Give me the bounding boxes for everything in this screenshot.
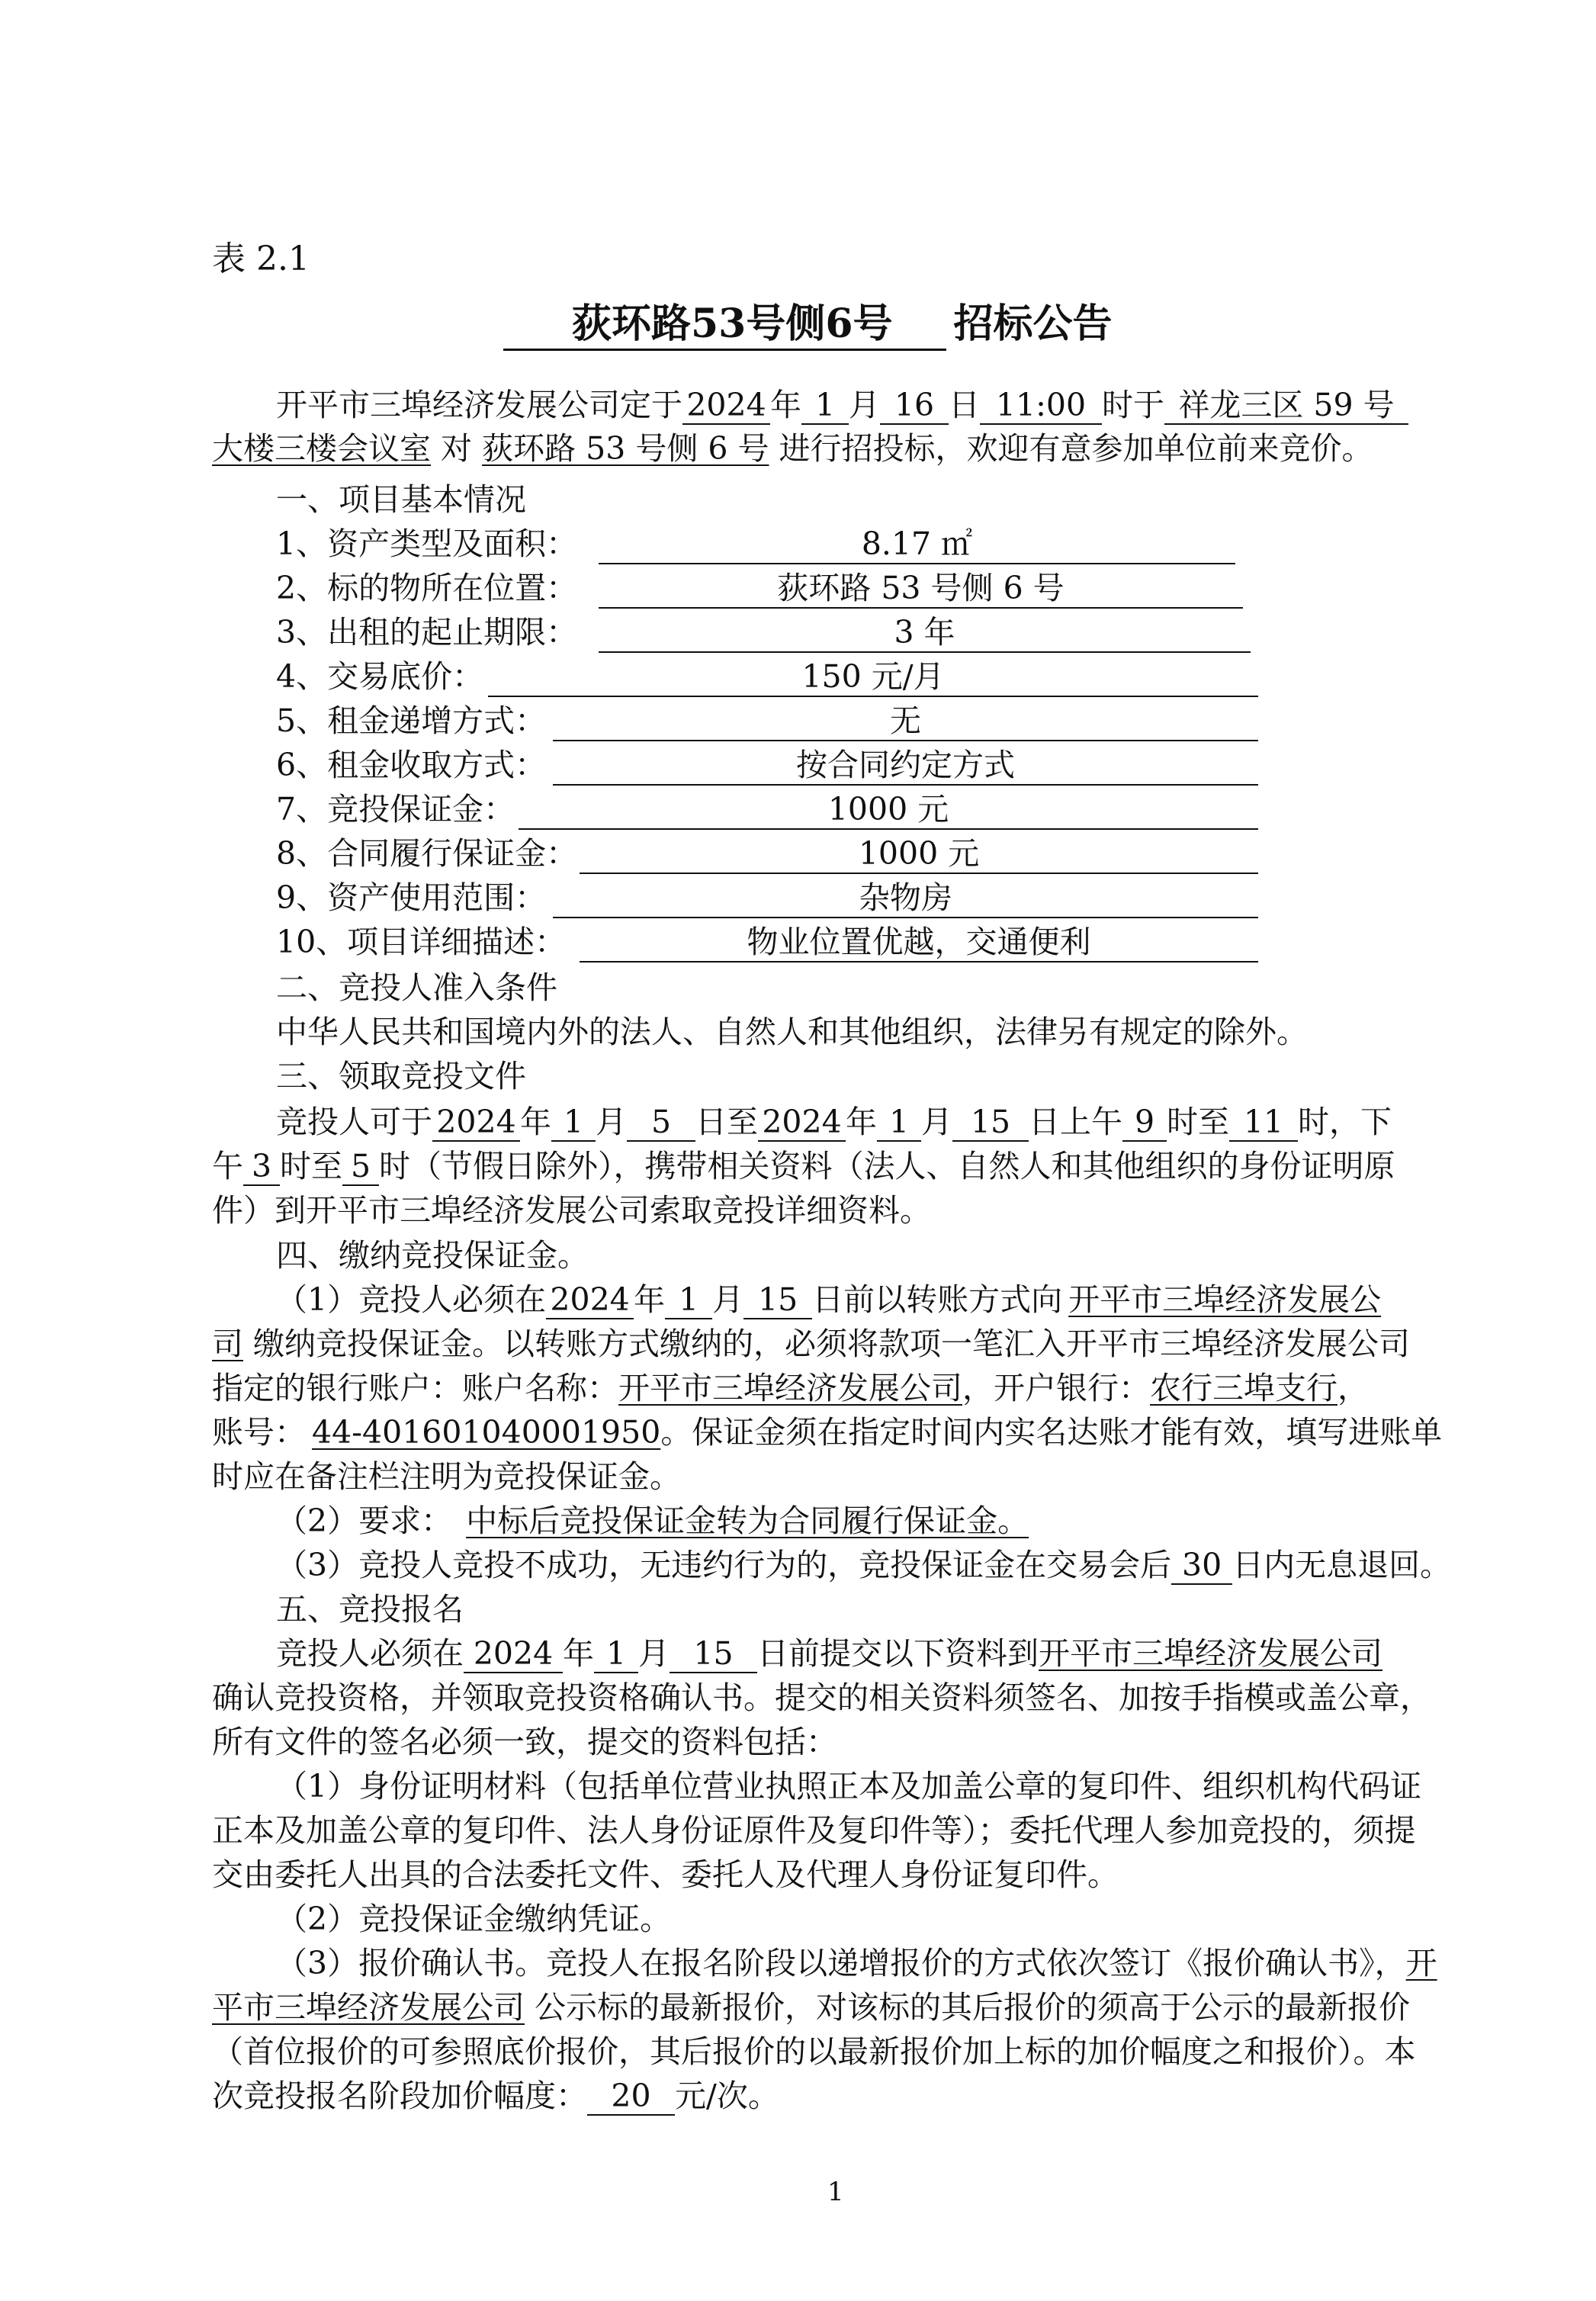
item-7-value: 1000 元 <box>519 790 1258 830</box>
item-7-label: 7、竞投保证金： <box>276 791 515 828</box>
item-1-label: 1、资产类型及面积： <box>276 525 578 562</box>
section4-requirement: （2）要求： 中标后竞投保证金转为合同履行保证金。 <box>276 1502 1029 1539</box>
section1-heading: 一、项目基本情况 <box>276 481 526 518</box>
item-8-value: 1000 元 <box>580 834 1258 874</box>
intro-line-1: 开平市三埠经济发展公司定于 2024 年 1 月 16 日 11:00 时于 祥龙三区 59 号 <box>276 384 1527 426</box>
section2-heading: 二、竞投人准入条件 <box>276 969 557 1006</box>
section3-heading: 三、领取竞投文件 <box>276 1058 526 1094</box>
item-2-label: 2、标的物所在位置： <box>276 570 578 606</box>
section4-line-1: （1）竞投人必须在 2024 年 1 月 15 日前以转账方式向 开平市三埠经济发展公 <box>276 1281 1382 1318</box>
section5-line-2: 确认竞投资格，并领取竞投资格确认书。提交的相关资料须签名、加按手指模或盖公章， <box>212 1679 1431 1716</box>
section4-heading: 四、缴纳竞投保证金。 <box>276 1237 589 1274</box>
material-3-line-2: 平市三埠经济发展公司 公示标的最新报价，对该标的其后报价的须高于公示的最新报价 <box>212 1989 1411 2026</box>
section5-line-1: 竞投人必须在 2024 年 1 月 15 日前提交以下资料到开平市三埠经济发展公司 <box>276 1635 1382 1672</box>
section2-text: 中华人民共和国境内外的法人、自然人和其他组织，法律另有规定的除外。 <box>276 1014 1308 1050</box>
material-3-line-1: （3）报价确认书。竞投人在报名阶段以递增报价的方式依次签订《报价确认书》，开 <box>276 1945 1437 1981</box>
document-title <box>503 291 1113 351</box>
table-label: 表 2.1 <box>212 239 310 278</box>
item-9-value: 杂物房 <box>553 879 1258 918</box>
section3-line-2: 午 3 时至 5 时（节假日除外），携带相关资料（法人、自然人和其他组织的身份证明原 <box>212 1148 1395 1184</box>
section3-line-1: 竞投人可于 2024 年 1 月 5 日至 2024 年 1 月 15 日上午 9 时至 11 时，下 <box>276 1104 1392 1140</box>
item-9-label: 9、资产使用范围： <box>276 879 547 916</box>
item-3-value: 3 年 <box>599 613 1251 653</box>
material-1-line-1: （1）身份证明材料（包括单位营业执照正本及加盖公章的复印件、组织机构代码证 <box>276 1768 1422 1804</box>
item-3-label: 3、出租的起止期限： <box>276 614 578 651</box>
item-8-label: 8、合同履行保证金： <box>276 835 578 872</box>
item-4-value: 150 元/月 <box>488 657 1258 697</box>
item-5-label: 5、租金递增方式： <box>276 702 547 739</box>
material-3-line-3: （首位报价的可参照底价报价，其后报价的以最新报价加上标的加价幅度之和报价）。本 <box>212 2033 1416 2070</box>
material-3-line-4: 次竞投报名阶段加价幅度： 20 元/次。 <box>212 2078 779 2114</box>
item-6-label: 6、租金收取方式： <box>276 747 547 783</box>
section4-line-3: 指定的银行账户：账户名称：开平市三埠经济发展公司，开户银行：农行三埠支行， <box>212 1370 1369 1406</box>
section4-line-5: 时应在备注栏注明为竞投保证金。 <box>212 1458 681 1495</box>
item-10-value: 物业位置优越，交通便利 <box>580 923 1258 962</box>
item-5-value: 无 <box>553 702 1258 741</box>
item-1-value: 8.17 ㎡ <box>599 525 1235 564</box>
section4-line-4: 账号： 44-401601040001950。保证金须在指定时间内实名达账才能有效，填写进账单 <box>212 1414 1443 1451</box>
section4-refund: （3）竞投人竞投不成功，无违约行为的，竞投保证金在交易会后 30 日内无息退回。 <box>276 1547 1452 1583</box>
title-subject: 荻环路53号侧6号 <box>503 291 946 351</box>
item-2-value: 荻环路 53 号侧 6 号 <box>599 569 1243 609</box>
section3-line-3: 件）到开平市三埠经济发展公司索取竞投详细资料。 <box>212 1192 931 1229</box>
item-6-value: 按合同约定方式 <box>553 746 1258 786</box>
item-10-label: 10、项目详细描述： <box>276 924 567 960</box>
material-2: （2）竞投保证金缴纳凭证。 <box>276 1901 672 1937</box>
section5-line-3: 所有文件的签名必须一致，提交的资料包括： <box>212 1724 837 1760</box>
section5-heading: 五、竞投报名 <box>276 1591 464 1628</box>
section4-line-2: 司 缴纳竞投保证金。以转账方式缴纳的，必须将款项一笔汇入开平市三埠经济发展公司 <box>212 1326 1411 1362</box>
material-1-line-2: 正本及加盖公章的复印件、法人身份证原件及复印件等）；委托代理人参加竞投的，须提 <box>212 1812 1416 1849</box>
item-4-label: 4、交易底价： <box>276 658 484 695</box>
intro-line-2: 大楼三楼会议室 对 荻环路 53 号侧 6 号 进行招投标，欢迎有意参加单位前来竞价。 <box>212 430 1373 467</box>
title-suffix: 招标公告 <box>953 300 1113 347</box>
material-1-line-3: 交由委托人出具的合法委托文件、委托人及代理人身份证复印件。 <box>212 1856 1119 1893</box>
page-number: 1 <box>827 2177 844 2207</box>
